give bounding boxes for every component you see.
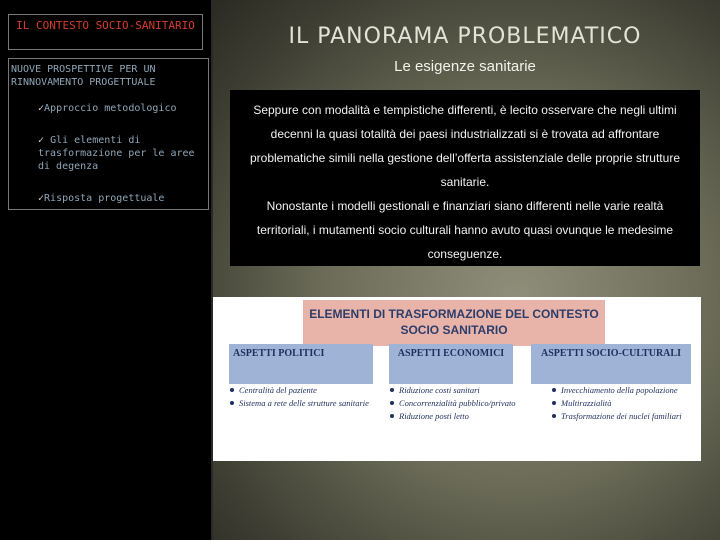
column-header-politici: ASPETTI POLITICI [229, 344, 373, 384]
sidebar-item-label: Gli elementi di trasformazione per le aree di degenza [38, 135, 195, 172]
check-icon: ✓ [38, 103, 45, 114]
list-item: Trasformazione dei nuclei familiari [551, 411, 691, 421]
check-icon: ✓ [38, 135, 45, 146]
sidebar-item-elementi[interactable] [38, 134, 198, 173]
list-item: Centralità del paziente [229, 385, 379, 395]
sidebar-item-risposta[interactable] [38, 192, 198, 205]
paragraph-2: Nonostante i modelli gestionali e finanziari siano differenti nelle varie realtà territoriali, i mutamenti socio culturali hanno avuto quasi ovunque le medesime conseguenze. [256, 199, 674, 261]
sidebar-item-approccio[interactable] [38, 102, 198, 115]
sidebar-subtitle[interactable]: NUOVE PROSPETTIVE PER UN RINNOVAMENTO PROGETTUALE [11, 64, 156, 88]
sidebar-item-label: Approccio metodologico [44, 103, 177, 114]
column-list-politici [229, 385, 379, 411]
slide-title: IL PANORAMA PROBLEMATICO [288, 24, 642, 49]
column-header-socio-culturali: ASPETTI SOCIO-CULTURALI [531, 344, 691, 384]
sidebar-title[interactable]: IL CONTESTO SOCIO-SANITARIO [8, 14, 203, 50]
sidebar-item-label: Risposta progettuale [44, 193, 165, 204]
list-item: Sistema a rete delle strutture sanitarie [229, 398, 379, 408]
check-icon: ✓ [38, 193, 45, 204]
paragraph-1: Seppure con modalità e tempistiche differenti, è lecito osservare che negli ultimi decenni la quasi totalità dei paesi industrializzati si è trovata ad affrontare problematiche simili nella gestione dell’offerta assistenziale delle proprie strutture sanitarie. [249, 103, 680, 189]
column-list-economici [389, 385, 519, 424]
column-header-economici: ASPETTI ECONOMICI [389, 344, 513, 384]
diagram-image [213, 297, 701, 461]
list-item: Multirazzialità [551, 398, 691, 408]
sidebar [0, 0, 213, 540]
diagram-header: ELEMENTI DI TRASFORMAZIONE DEL CONTESTO SOCIO SANITARIO [303, 300, 605, 346]
slide-subtitle: Le esigenze sanitarie [394, 58, 536, 75]
list-item: Riduzione posti letto [389, 411, 519, 421]
list-item: Invecchiamento della popolazione [551, 385, 691, 395]
list-item: Concorrenzialità pubblico/privato [389, 398, 519, 408]
list-item: Riduzione costi sanitari [389, 385, 519, 395]
text-panel [230, 90, 700, 266]
column-list-socio-culturali [551, 385, 691, 424]
